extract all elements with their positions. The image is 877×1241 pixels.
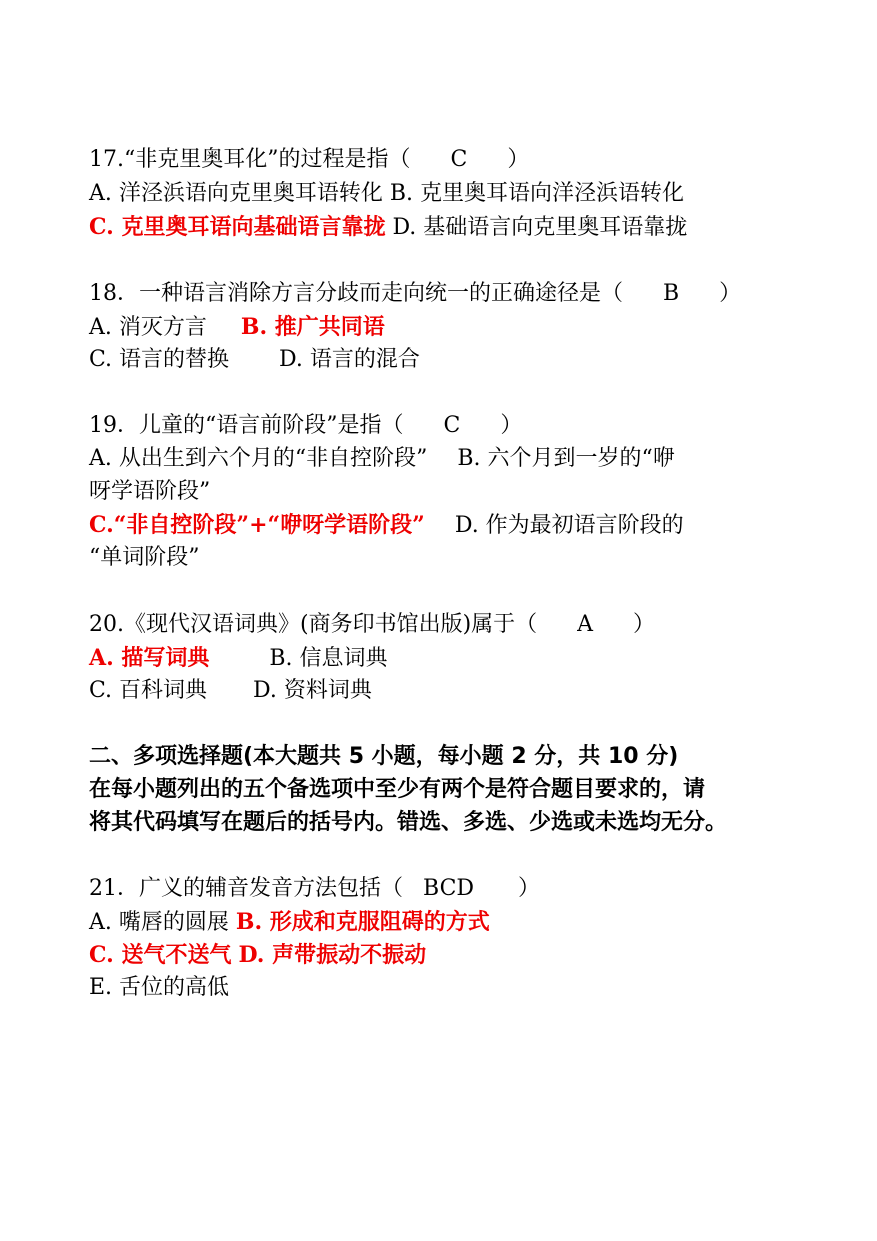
q21-correct-option-c: C. 送气不送气	[89, 942, 232, 968]
q21-stem: 21．广义的辅音发音方法包括（ BCD ）	[89, 876, 541, 901]
q19-correct-option: C.“非自控阶段”+“咿呀学语阶段”	[89, 512, 425, 538]
q17-options-row2: C. 克里奥耳语向基础语言靠拢 D. 基础语言向克里奥耳语靠拢	[89, 214, 688, 240]
q17-stem: 17.“非克里奥耳化”的过程是指（ C ）	[89, 147, 530, 172]
section2-instruction-line2: 将其代码填写在题后的括号内。错选、多选、少选或未选均无分。	[89, 810, 728, 835]
q19-options-row4: “单词阶段”	[89, 545, 200, 570]
q20-options-row1: A. 描写词典 B. 信息词典	[89, 645, 388, 671]
q20-stem: 20.《现代汉语词典》(商务印书馆出版)属于（ A ）	[89, 612, 656, 637]
q21-options-row1: A. 嘴唇的圆展 B. 形成和克服阻碍的方式	[89, 909, 490, 935]
q21-answer: BCD	[423, 876, 475, 901]
q21-options-row2	[89, 940, 426, 970]
section2-instruction-line1: 在每小题列出的五个备选项中至少有两个是符合题目要求的，请	[89, 777, 706, 802]
q20-correct-option: A. 描写词典	[89, 645, 210, 671]
q18-options-row2: C. 语言的替换 D. 语言的混合	[89, 347, 420, 372]
q19-options-row3: C.“非自控阶段”+“咿呀学语阶段” D. 作为最初语言阶段的	[89, 512, 684, 538]
q21-correct-option-d: D. 声带振动不振动	[238, 942, 427, 968]
q19-answer: C	[443, 413, 461, 438]
q21-correct-option-b: B. 形成和克服阻碍的方式	[235, 909, 490, 935]
q18-options-row1: A. 消灭方言 B. 推广共同语	[89, 314, 385, 340]
q21-options-row3: E. 舌位的高低	[89, 975, 230, 1000]
q19-options-row2: 呀学语阶段”	[89, 479, 211, 504]
q17-correct-option: C. 克里奥耳语向基础语言靠拢	[89, 214, 386, 240]
q19-stem: 19．儿童的“语言前阶段”是指（ C ）	[89, 413, 523, 438]
q20-answer: A	[577, 612, 594, 637]
q18-answer: B	[663, 281, 680, 306]
q17-answer: C	[450, 147, 468, 172]
q17-options-row1: A. 洋泾浜语向克里奥耳语转化 B. 克里奥耳语向洋泾浜语转化	[89, 181, 685, 206]
section2-heading: 二、多项选择题(本大题共 5 小题，每小题 2 分，共 10 分)	[89, 744, 679, 769]
q18-correct-option: B. 推广共同语	[240, 314, 385, 340]
q18-stem: 18．一种语言消除方言分歧而走向统一的正确途径是（ B ）	[89, 281, 742, 306]
q19-options-row1: A. 从出生到六个月的“非自控阶段” B. 六个月到一岁的“咿	[89, 446, 675, 471]
q20-options-row2: C. 百科词典 D. 资料词典	[89, 678, 372, 703]
